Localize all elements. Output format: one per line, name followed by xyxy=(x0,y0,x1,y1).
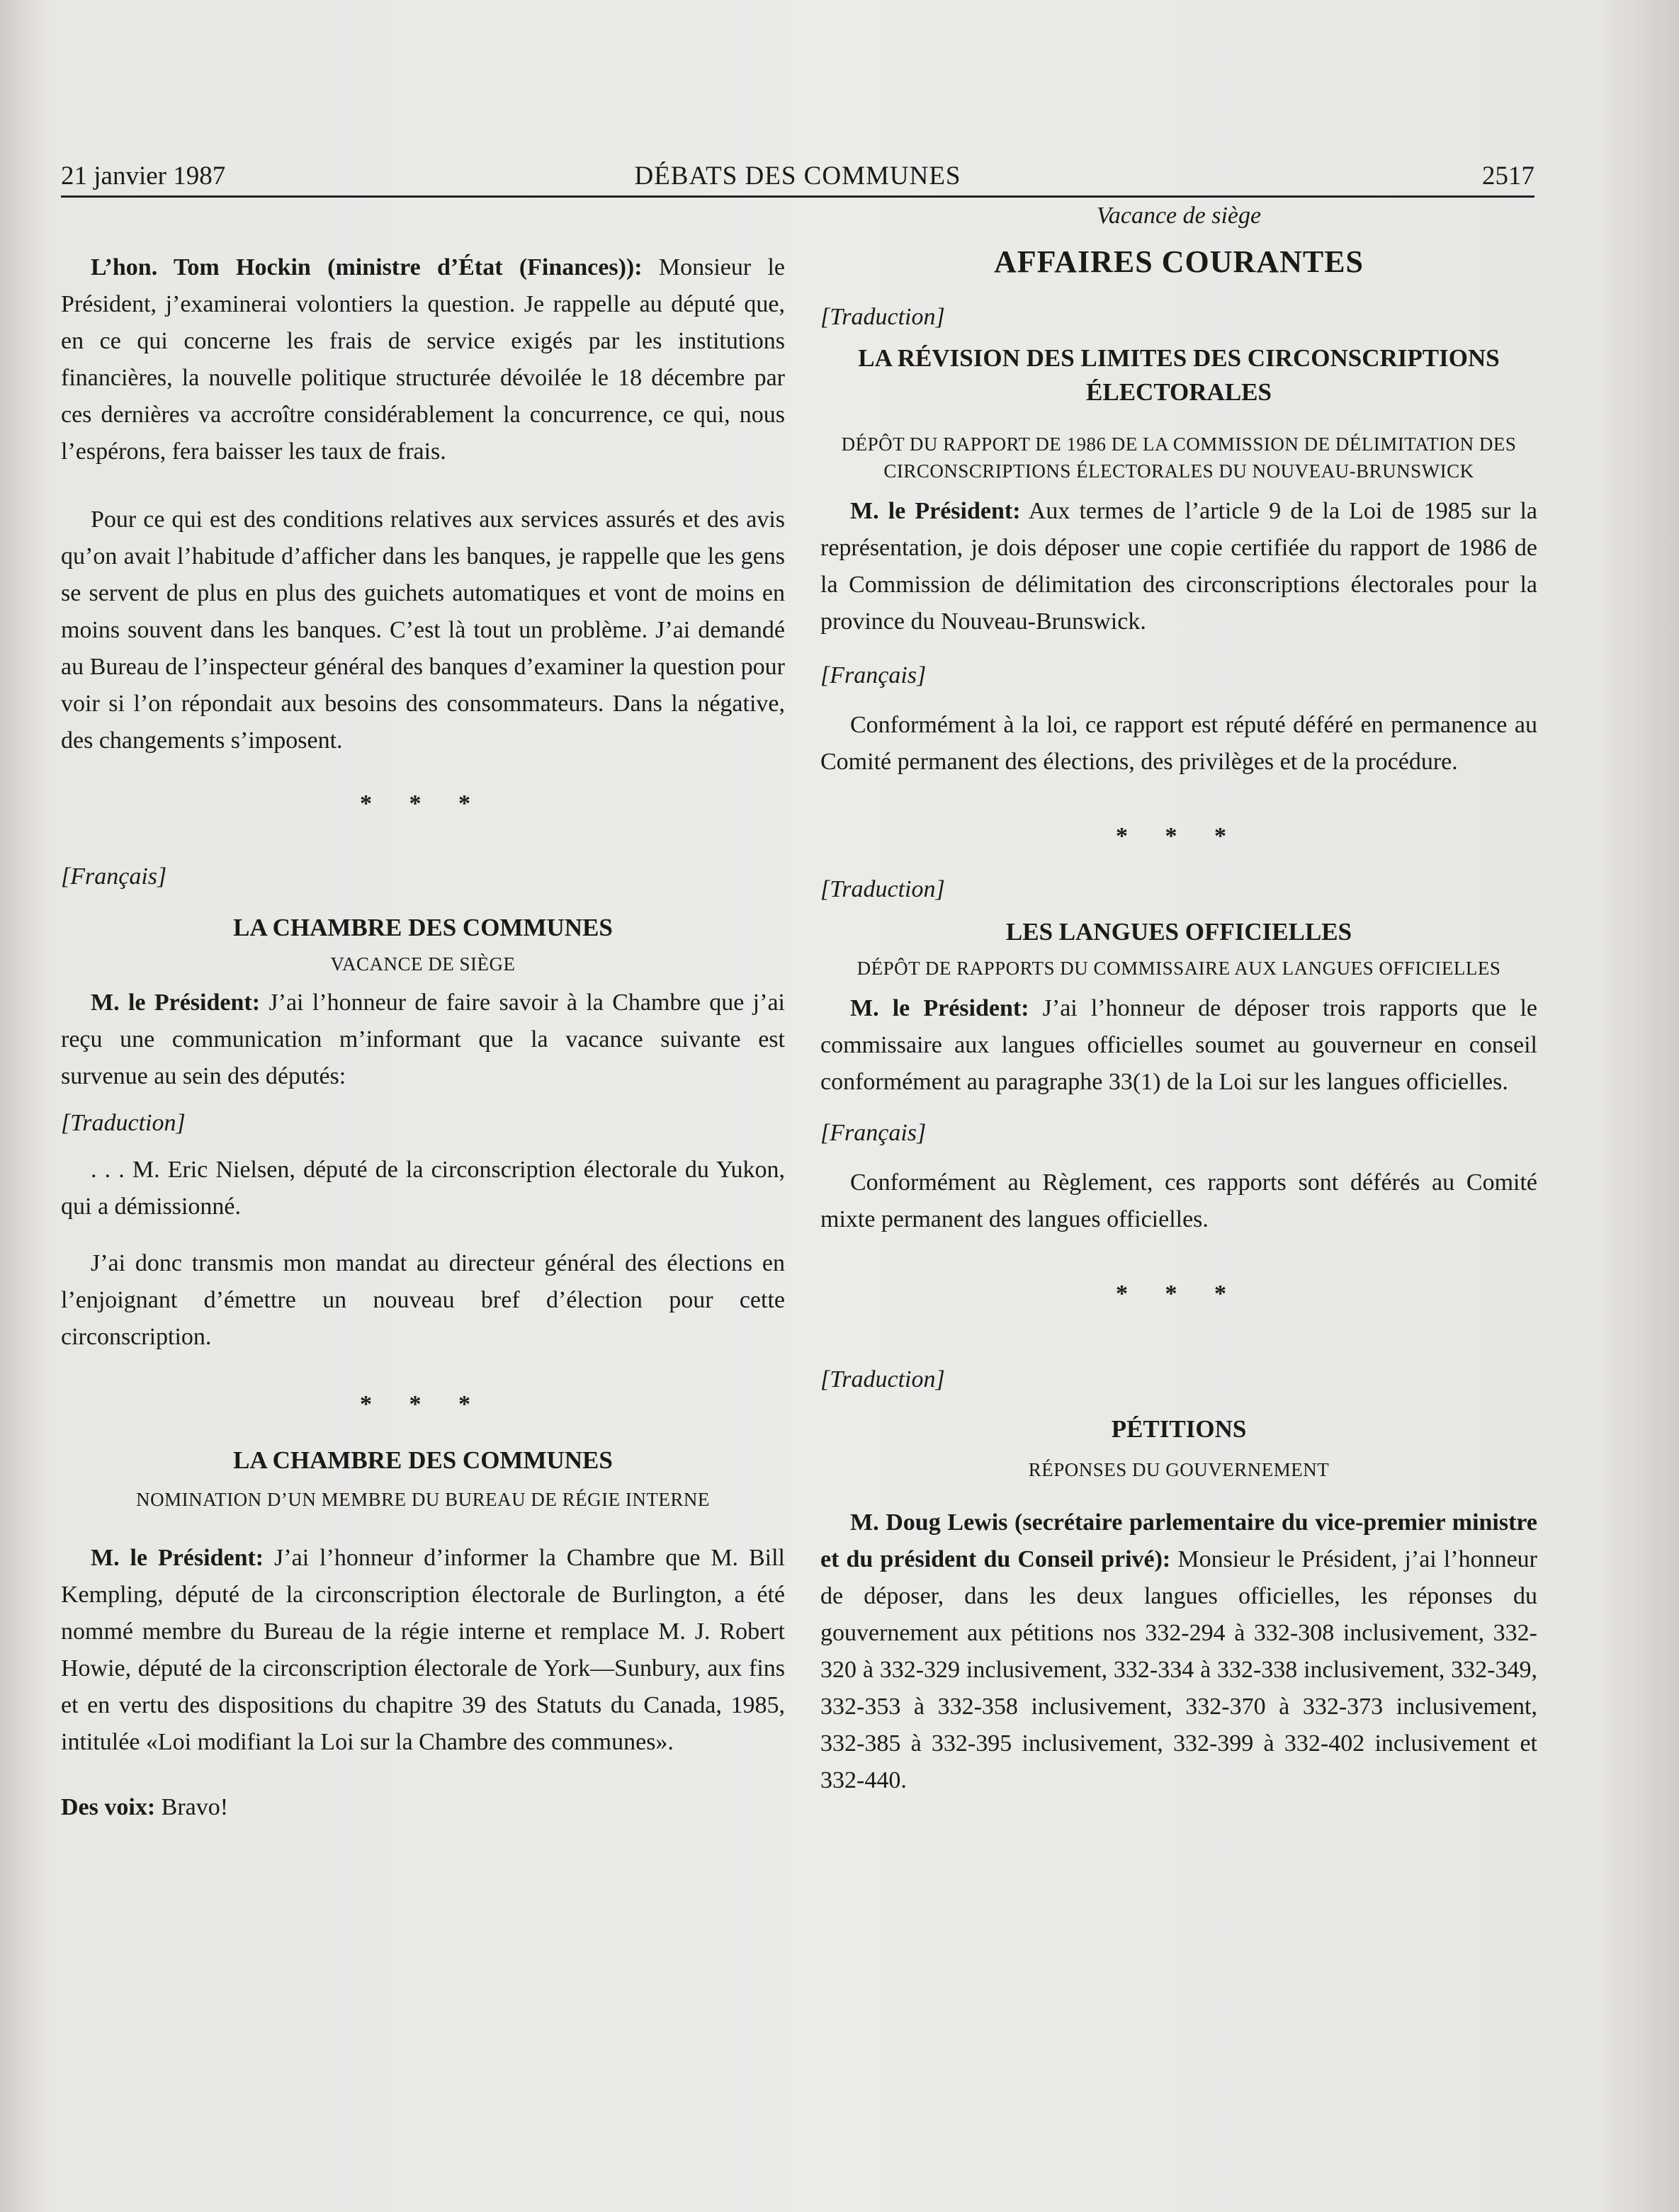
language-tag: [Traduction] xyxy=(61,1110,186,1136)
right-column xyxy=(820,200,1537,1799)
paragraph xyxy=(61,1789,785,1826)
speaker-name: M. le Président: xyxy=(850,995,1029,1021)
speaker-name: M. le Président: xyxy=(91,989,261,1016)
paragraph-text: Bravo! xyxy=(155,1794,229,1820)
language-tag: [Traduction] xyxy=(820,1366,945,1393)
section-separator: * * * xyxy=(1116,823,1242,849)
section-subheading: VACANCE DE SIÈGE xyxy=(330,953,516,975)
section-separator: * * * xyxy=(1116,1281,1242,1307)
section-heading: LA CHAMBRE DES COMMUNES xyxy=(233,914,613,941)
paragraph-text: Aux termes de l’article 9 de la Loi de 1985 sur la représentation, je dois déposer une copie certifiée du rapport de 1986 de la Commission de délimitation des circonscriptions électorales pour la province du Nouveau-Brunswick. xyxy=(820,498,1538,635)
section-separator: * * * xyxy=(360,1391,486,1417)
paragraph xyxy=(820,1504,1537,1799)
paragraph: Conformément à la loi, ce rapport est réputé déféré en permanence au Comité permanent des élections, des privilèges et de la procédure. xyxy=(820,712,1537,775)
left-column xyxy=(61,200,785,1826)
section-heading: LES LANGUES OFFICIELLES xyxy=(1005,918,1352,946)
language-tag: [Français] xyxy=(820,1120,927,1146)
paragraph: Pour ce qui est des conditions relatives aux services assurés et des avis qu’on avait l’habitude d’afficher dans les banques, je rappelle que les gens se servent de plus en plus des guichets automatiques et vont de moins en moins souvent dans les banques. C’est là tout un problème. J’ai demandé au Bureau de l’inspecteur général des banques d’examiner la question pour voir si l’on répondait aux besoins des consommateurs. Dans la négative, des changements s’imposent. xyxy=(61,506,785,754)
speaker-name: M. le Président: xyxy=(91,1545,264,1571)
paragraph-text: J’ai l’honneur de déposer trois rapports que le commissaire aux langues officielles soumet au gouverneur en conseil conformément au paragraphe 33(1) de la Loi sur les langues officielles. xyxy=(820,995,1537,1095)
paragraph xyxy=(61,985,785,1095)
speaker-name: M. Doug Lewis (secrétaire parlementaire du vice-premier ministre et du président du Conseil privé): xyxy=(820,1509,1537,1572)
section-separator: * * * xyxy=(360,790,486,817)
paragraph-text: J’ai l’honneur d’informer la Chambre que M. Bill Kempling, député de la circonscription électorale de Burlington, a été nommé membre du Bureau de la régie interne et remplace M. J. Robert Howie, député de la circonscription électorale de York—Sunbury, aux fins et en vertu des dispositions du chapitre 39 des Statuts du Canada, 1985, intitulée «Loi modifiant la Loi sur la Chambre des communes». xyxy=(61,1545,785,1755)
speaker-name: L’hon. Tom Hockin (ministre d’État (Finances)): xyxy=(91,254,643,280)
language-tag: [Français] xyxy=(61,863,167,890)
paragraph xyxy=(820,493,1537,640)
header-date: 21 janvier 1987 xyxy=(61,161,226,191)
paragraph: . . . M. Eric Nielsen, député de la circonscription électorale du Yukon, qui a démissionné. xyxy=(61,1157,785,1220)
running-subtitle: Vacance de siège xyxy=(1096,203,1262,229)
language-tag: [Français] xyxy=(820,662,927,688)
section-heading: LA CHAMBRE DES COMMUNES xyxy=(233,1446,613,1474)
section-heading: LA RÉVISION DES LIMITES DES CIRCONSCRIPTIONS ÉLECTORALES xyxy=(858,344,1500,406)
section-subheading: DÉPÔT DU RAPPORT DE 1986 DE LA COMMISSION DE DÉLIMITATION DES CIRCONSCRIPTIONS ÉLECTORALES DU NOUVEAU-BRUNSWICK xyxy=(841,433,1517,482)
section-subheading: DÉPÔT DE RAPPORTS DU COMMISSAIRE AUX LANGUES OFFICIELLES xyxy=(857,958,1501,979)
paragraph xyxy=(820,990,1537,1101)
paragraph xyxy=(61,1540,785,1761)
section-subheading: RÉPONSES DU GOUVERNEMENT xyxy=(1028,1459,1330,1480)
speaker-name: M. le Président: xyxy=(850,498,1021,524)
paragraph-text: Monsieur le Président, j’examinerai volontiers la question. Je rappelle au député que, en ce qui concerne les frais de service exigés par les institutions financières, la nouvelle politique structurée dévoilée le 18 décembre par ces dernières va accroître considérablement la concurrence, ce qui, nous l’espérons, fera baisser les taux de frais. xyxy=(61,254,785,465)
speaker-name: Des voix: xyxy=(61,1794,156,1820)
language-tag: [Traduction] xyxy=(820,876,945,902)
section-heading: PÉTITIONS xyxy=(1111,1415,1247,1443)
header-page-number: 2517 xyxy=(1482,161,1534,191)
paragraph xyxy=(61,249,785,470)
paragraph-text: J’ai l’honneur de faire savoir à la Chambre que j’ai reçu une communication m’informant que la vacance suivante est survenue au sein des députés: xyxy=(61,989,785,1089)
paragraph: Conformément au Règlement, ces rapports sont déférés au Comité mixte permanent des langues officielles. xyxy=(820,1169,1537,1232)
section-heading: AFFAIRES COURANTES xyxy=(993,244,1364,279)
paragraph: J’ai donc transmis mon mandat au directeur général des élections en l’enjoignant d’émettre un nouveau bref d’élection pour cette circonscription. xyxy=(61,1250,785,1350)
language-tag: [Traduction] xyxy=(820,304,945,330)
paragraph-text: Monsieur le Président, j’ai l’honneur de déposer, dans les deux langues officielles, les réponses du gouvernement aux pétitions nos 332-294 à 332-308 inclusivement, 332-320 à 332-329 inclusivement, 332-334 à 332-338 inclusivement, 332-349, 332-353 à 332-358 inclusivement, 332-370 à 332-373 inclusivement, 332-385 à 332-395 inclusivement, 332-399 à 332-402 inclusivement et 332-440. xyxy=(820,1546,1537,1793)
page-header xyxy=(61,154,1534,198)
header-title: DÉBATS DES COMMUNES xyxy=(634,161,961,191)
section-subheading: NOMINATION D’UN MEMBRE DU BUREAU DE RÉGIE INTERNE xyxy=(136,1489,710,1510)
